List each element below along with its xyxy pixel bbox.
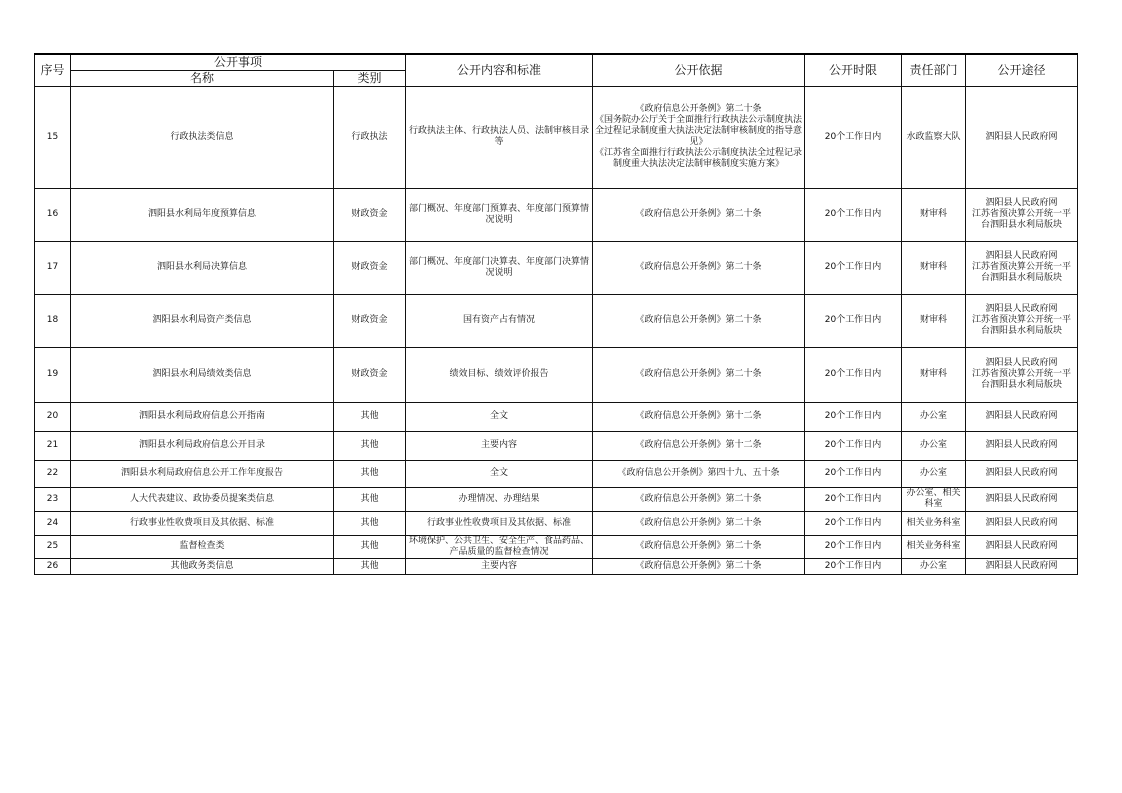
row-time-limit: 20个工作日内 xyxy=(805,86,902,188)
row-category: 其他 xyxy=(334,558,406,574)
row-category: 其他 xyxy=(334,402,406,431)
table-row xyxy=(35,511,1078,535)
row-channel-line: 江苏省预决算公开统一平台泗阳县水利局版块 xyxy=(972,315,1072,336)
row-dept: 相关业务科室 xyxy=(902,511,966,535)
row-name: 泗阳县水利局政府信息公开工作年度报告 xyxy=(71,460,334,487)
row-channel xyxy=(966,188,1078,241)
row-seq: 22 xyxy=(35,460,71,487)
row-content: 主要内容 xyxy=(406,431,593,460)
row-dept: 办公室、相关科室 xyxy=(902,487,966,511)
row-channel-line: 泗阳县人民政府网 xyxy=(985,493,1058,504)
row-basis xyxy=(593,241,805,294)
row-name: 其他政务类信息 xyxy=(71,558,334,574)
header-content: 公开内容和标准 xyxy=(406,54,593,86)
row-dept: 财审科 xyxy=(902,347,966,402)
row-seq: 19 xyxy=(35,347,71,402)
header-time-limit: 公开时限 xyxy=(805,54,902,86)
table-row xyxy=(35,241,1078,294)
row-name: 行政执法类信息 xyxy=(71,86,334,188)
row-content: 环境保护、公共卫生、安全生产、食品药品、产品质量的监督检查情况 xyxy=(406,535,593,558)
row-dept: 办公室 xyxy=(902,431,966,460)
row-channel xyxy=(966,460,1078,487)
row-seq: 18 xyxy=(35,294,71,347)
row-channel-line: 泗阳县人民政府网 xyxy=(985,517,1058,528)
row-content: 行政执法主体、行政执法人员、法制审核目录等 xyxy=(406,86,593,188)
row-category: 其他 xyxy=(334,487,406,511)
row-channel-line: 泗阳县人民政府网 xyxy=(985,358,1058,368)
row-basis xyxy=(593,402,805,431)
table-row xyxy=(35,487,1078,511)
row-name: 监督检查类 xyxy=(71,535,334,558)
row-category: 其他 xyxy=(334,535,406,558)
row-seq: 24 xyxy=(35,511,71,535)
row-channel xyxy=(966,241,1078,294)
row-basis-line: 《政府信息公开条例》第二十条 xyxy=(635,493,762,504)
row-basis xyxy=(593,188,805,241)
row-dept: 相关业务科室 xyxy=(902,535,966,558)
row-channel-line: 江苏省预决算公开统一平台泗阳县水利局版块 xyxy=(972,262,1072,283)
row-channel xyxy=(966,535,1078,558)
row-time-limit: 20个工作日内 xyxy=(805,535,902,558)
row-channel-line: 泗阳县人民政府网 xyxy=(985,411,1058,421)
row-channel-line: 泗阳县人民政府网 xyxy=(985,131,1058,142)
row-time-limit: 20个工作日内 xyxy=(805,188,902,241)
row-category: 其他 xyxy=(334,431,406,460)
row-name: 人大代表建议、政协委员提案类信息 xyxy=(71,487,334,511)
row-content: 部门概况、年度部门决算表、年度部门决算情况说明 xyxy=(406,241,593,294)
row-channel xyxy=(966,487,1078,511)
row-channel-line: 江苏省预决算公开统一平台泗阳县水利局版块 xyxy=(972,369,1072,390)
table-row xyxy=(35,347,1078,402)
table-row xyxy=(35,86,1078,188)
row-channel xyxy=(966,431,1078,460)
row-basis xyxy=(593,431,805,460)
row-basis-line: 《国务院办公厅关于全面推行行政执法公示制度执法全过程记录制度重大执法决定法制审核制度的指导意见》 xyxy=(595,115,803,147)
row-content: 办理情况、办理结果 xyxy=(406,487,593,511)
row-channel-line: 泗阳县人民政府网 xyxy=(985,198,1058,208)
row-name: 泗阳县水利局决算信息 xyxy=(71,241,334,294)
table-row xyxy=(35,402,1078,431)
row-seq: 17 xyxy=(35,241,71,294)
row-channel-line: 江苏省预决算公开统一平台泗阳县水利局版块 xyxy=(972,209,1072,230)
row-dept: 办公室 xyxy=(902,402,966,431)
row-channel xyxy=(966,347,1078,402)
row-time-limit: 20个工作日内 xyxy=(805,511,902,535)
row-basis-line: 《政府信息公开条例》第二十条 xyxy=(635,315,762,325)
row-time-limit: 20个工作日内 xyxy=(805,558,902,574)
table-row xyxy=(35,558,1078,574)
row-channel-line: 泗阳县人民政府网 xyxy=(985,304,1058,314)
row-content: 国有资产占有情况 xyxy=(406,294,593,347)
row-category: 其他 xyxy=(334,511,406,535)
row-channel xyxy=(966,511,1078,535)
header-basis: 公开依据 xyxy=(593,54,805,86)
row-category: 财政资金 xyxy=(334,188,406,241)
row-basis xyxy=(593,460,805,487)
table-row xyxy=(35,294,1078,347)
row-seq: 26 xyxy=(35,558,71,574)
row-seq: 23 xyxy=(35,487,71,511)
row-dept: 办公室 xyxy=(902,558,966,574)
row-channel-line: 泗阳县人民政府网 xyxy=(985,440,1058,450)
table-row xyxy=(35,460,1078,487)
row-basis xyxy=(593,347,805,402)
row-content: 全文 xyxy=(406,460,593,487)
row-basis-line: 《政府信息公开条例》第二十条 xyxy=(635,541,762,551)
row-time-limit: 20个工作日内 xyxy=(805,241,902,294)
row-category: 行政执法 xyxy=(334,86,406,188)
row-dept: 财审科 xyxy=(902,241,966,294)
row-seq: 16 xyxy=(35,188,71,241)
row-content: 绩效目标、绩效评价报告 xyxy=(406,347,593,402)
row-time-limit: 20个工作日内 xyxy=(805,402,902,431)
row-time-limit: 20个工作日内 xyxy=(805,347,902,402)
row-seq: 21 xyxy=(35,431,71,460)
row-category: 财政资金 xyxy=(334,241,406,294)
row-basis-line: 《政府信息公开条例》第十二条 xyxy=(635,411,762,421)
row-basis xyxy=(593,558,805,574)
row-channel xyxy=(966,86,1078,188)
row-basis xyxy=(593,535,805,558)
row-category: 财政资金 xyxy=(334,347,406,402)
header-dept: 责任部门 xyxy=(902,54,966,86)
row-basis xyxy=(593,487,805,511)
header-category: 类别 xyxy=(334,70,406,86)
row-seq: 20 xyxy=(35,402,71,431)
header-channel: 公开途径 xyxy=(966,54,1078,86)
row-time-limit: 20个工作日内 xyxy=(805,431,902,460)
row-category: 其他 xyxy=(334,460,406,487)
row-basis-line: 《政府信息公开条例》第二十条 xyxy=(635,104,762,114)
row-channel-line: 泗阳县人民政府网 xyxy=(985,541,1058,551)
row-dept: 水政监察大队 xyxy=(902,86,966,188)
row-name: 泗阳县水利局政府信息公开指南 xyxy=(71,402,334,431)
row-name: 行政事业性收费项目及其依据、标准 xyxy=(71,511,334,535)
header-public-item: 公开事项 xyxy=(71,54,406,70)
row-channel xyxy=(966,294,1078,347)
row-content: 部门概况、年度部门预算表、年度部门预算情况说明 xyxy=(406,188,593,241)
row-time-limit: 20个工作日内 xyxy=(805,487,902,511)
row-basis-line: 《政府信息公开条例》第二十条 xyxy=(635,517,762,528)
row-channel-line: 泗阳县人民政府网 xyxy=(985,251,1058,261)
row-name: 泗阳县水利局年度预算信息 xyxy=(71,188,334,241)
row-basis-line: 《政府信息公开条例》第十二条 xyxy=(635,440,762,450)
row-seq: 25 xyxy=(35,535,71,558)
row-dept: 办公室 xyxy=(902,460,966,487)
table-row xyxy=(35,188,1078,241)
row-category: 财政资金 xyxy=(334,294,406,347)
row-basis-line: 《政府信息公开条例》第二十条 xyxy=(635,209,762,219)
row-name: 泗阳县水利局绩效类信息 xyxy=(71,347,334,402)
row-name: 泗阳县水利局政府信息公开目录 xyxy=(71,431,334,460)
row-dept: 财审科 xyxy=(902,294,966,347)
row-basis-line: 《政府信息公开条例》第二十条 xyxy=(635,262,762,272)
table-row xyxy=(35,431,1078,460)
row-channel xyxy=(966,402,1078,431)
row-content: 主要内容 xyxy=(406,558,593,574)
row-basis-line: 《政府信息公开条例》第四十九、五十条 xyxy=(617,468,780,478)
header-name: 名称 xyxy=(71,70,334,86)
row-basis-line: 《政府信息公开条例》第二十条 xyxy=(635,369,762,379)
row-basis xyxy=(593,294,805,347)
row-basis xyxy=(593,511,805,535)
row-channel xyxy=(966,558,1078,574)
row-channel-line: 泗阳县人民政府网 xyxy=(985,468,1058,478)
row-seq: 15 xyxy=(35,86,71,188)
row-dept: 财审科 xyxy=(902,188,966,241)
row-basis-line: 《政府信息公开条例》第二十条 xyxy=(635,560,762,571)
disclosure-table xyxy=(34,53,1078,575)
row-channel-line: 泗阳县人民政府网 xyxy=(985,560,1058,571)
row-content: 全文 xyxy=(406,402,593,431)
row-time-limit: 20个工作日内 xyxy=(805,294,902,347)
row-time-limit: 20个工作日内 xyxy=(805,460,902,487)
row-basis xyxy=(593,86,805,188)
header-seq: 序号 xyxy=(35,54,71,86)
row-name: 泗阳县水利局资产类信息 xyxy=(71,294,334,347)
table-row xyxy=(35,535,1078,558)
row-basis-line: 《江苏省全面推行行政执法公示制度执法全过程记录制度重大执法决定法制审核制度实施方案》 xyxy=(595,148,803,169)
row-content: 行政事业性收费项目及其依据、标准 xyxy=(406,511,593,535)
